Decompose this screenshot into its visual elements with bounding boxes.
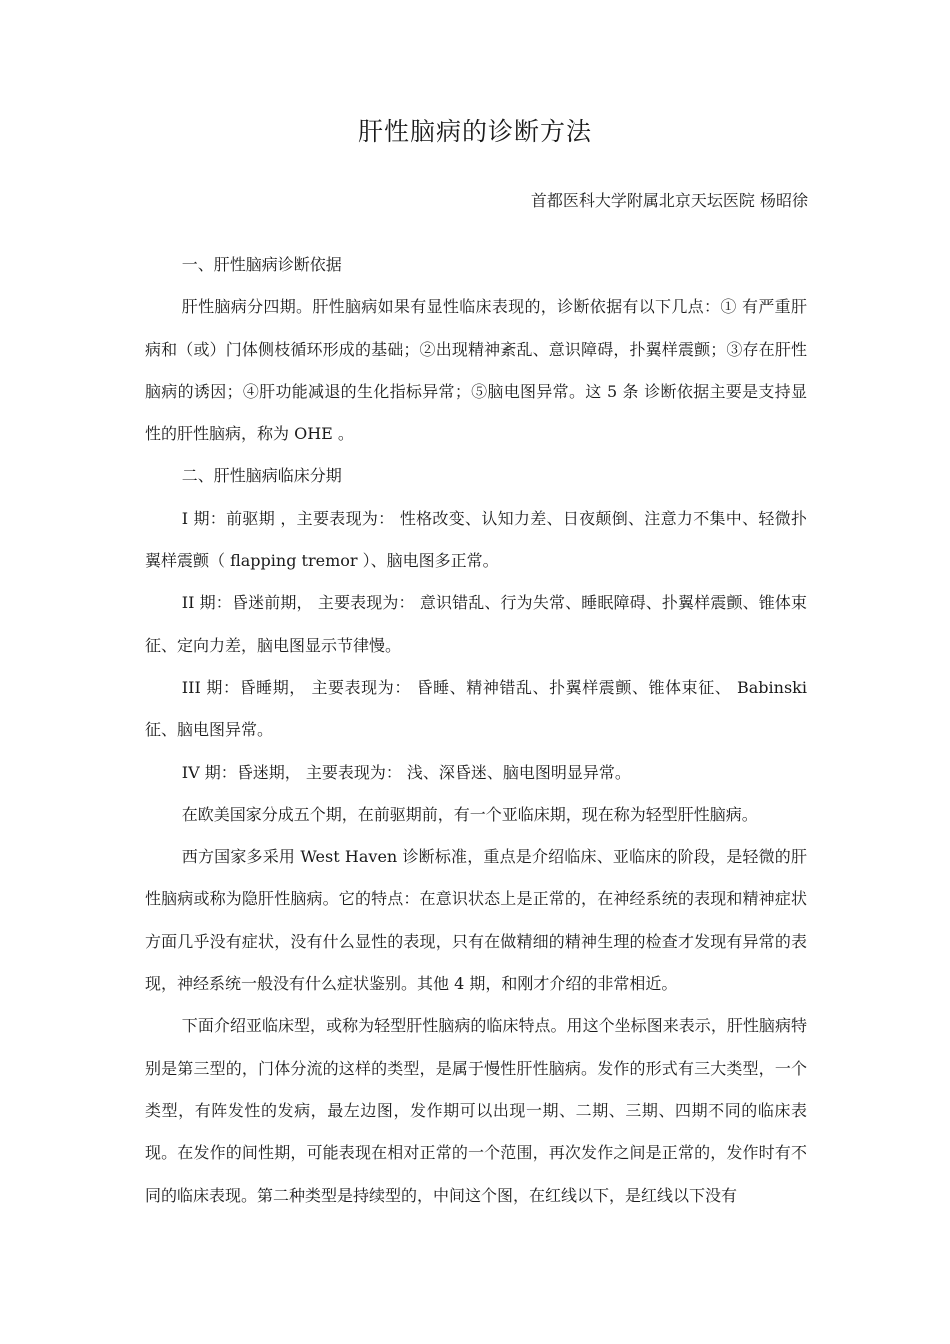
- paragraph-west-haven: 西方国家多采用 West Haven 诊断标准，重点是介绍临床、亚临床的阶段，是轻微的肝性脑病或称为隐肝性脑病。它的特点：在意识状态上是正常的，在神经系统的表现和精神症状方面几乎没有症状，没有什么显性的表现，只有在做精细的精神生理的检查才发现有异常的表现，神经系统一般没有什么症状鉴别。其他 4 期，和刚才介绍的非常相近。: [145, 847, 807, 994]
- section-heading-diagnosis-basis: 一、肝性脑病诊断依据: [181, 255, 342, 274]
- paragraph-diagnosis-criteria: 肝性脑病分四期。肝性脑病如果有显性临床表现的，诊断依据有以下几点：① 有严重肝病和（或）门体侧枝循环形成的基础；②出现精神紊乱、意识障碍，扑翼样震颤；③存在肝性脑病的诱因；④肝功能减退的生化指标异常；⑤脑电图异常。这 5 条 诊断依据主要是支持显性的肝性脑病，称为 OHE 。: [145, 297, 807, 444]
- paragraph-stage-3: III 期：昏睡期， 主要表现为： 昏睡、精神错乱、扑翼样震颤、锥体束征、 Babinski 征、脑电图异常。: [145, 677, 807, 740]
- paragraph-western-stages: 在欧美国家分成五个期，在前驱期前，有一个亚临床期，现在称为轻型肝性脑病。: [181, 804, 758, 824]
- author-line: 首都医科大学附属北京天坛医院 杨昭徐: [530, 191, 808, 210]
- document-body: [145, 244, 807, 1217]
- paragraph-stage-4: IV 期：昏迷期， 主要表现为： 浅、深昏迷、脑电图明显异常。: [181, 762, 631, 782]
- paragraph-stage-2: II 期：昏迷前期， 主要表现为： 意识错乱、行为失常、睡眠障碍、扑翼样震颤、锥体束征、定向力差，脑电图显示节律慢。: [145, 593, 807, 655]
- paragraph-stage-1: I 期：前驱期 ，主要表现为： 性格改变、认知力差、日夜颠倒、注意力不集中、轻微扑翼样震颤（ flapping tremor ）、脑电图多正常。: [145, 508, 807, 571]
- section-heading-clinical-stages: 二、肝性脑病临床分期: [181, 466, 342, 486]
- document-title: 肝性脑病的诊断方法: [357, 117, 592, 146]
- paragraph-subclinical: 下面介绍亚临床型，或称为轻型肝性脑病的临床特点。用这个坐标图来表示，肝性脑病特别是第三型的，门体分流的这样的类型，是属于慢性肝性脑病。发作的形式有三大类型，一个类型，有阵发性的发病，最左边图，发作期可以出现一期、二期、三期、四期不同的临床表现。在发作的间性期，可能表现在相对正常的一个范围，再次发作之间是正常的，发作时有不同的临床表现。第二种类型是持续型的，中间这个图，在红线以下，是红线以下没有: [145, 1016, 807, 1205]
